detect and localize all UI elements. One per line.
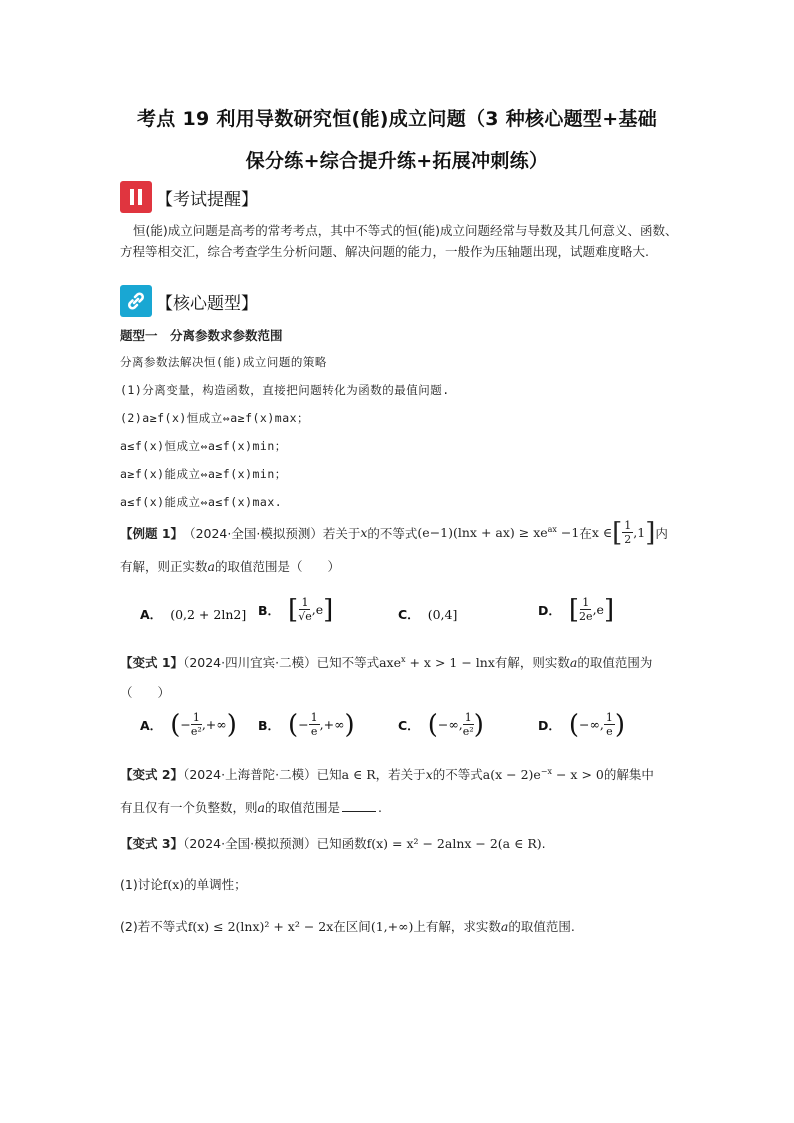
core-header [120, 284, 258, 318]
example1-option-c[interactable]: C． (0,4] [398, 606, 458, 622]
link-chain-icon [120, 285, 152, 317]
variant2-line2: 有且仅有一个负整数，则a的取值范围是 . [120, 800, 382, 815]
example1-option-d[interactable]: D． [ $\frac{1}{2e}$ ,e ] [538, 594, 615, 625]
reminder-text: 恒(能)成立问题是高考的常考考点，其中不等式的恒(能)成立问题经常与导数及其几何意义、函数、方程等相交汇，综合考查学生分析问题、解决问题的能力，一般作为压轴题出现，试题难度略大. [120, 223, 678, 259]
strategy-step-5: a≤f(x)能成立⇔a≤f(x)max. [120, 495, 283, 509]
variant1-option-b[interactable]: B． ( − $\frac{1}{e}$ ,+∞ ) [258, 709, 355, 740]
example1-text-d: 内 [655, 525, 668, 541]
answer-blank[interactable] [342, 811, 376, 812]
reminder-title: 【考试提醒】 [156, 189, 258, 210]
variant2-inequality: $a(x - 2)e^{-x} - x > 0$ [482, 766, 604, 782]
example1-line1 [120, 519, 668, 546]
reminder-header [120, 180, 258, 214]
strategy-step-2: (2)a≥f(x)恒成立⇔a≥f(x)max； [120, 411, 310, 425]
variant1-option-d[interactable]: D． ( −∞, $\frac{1}{e}$ ) [538, 709, 626, 740]
example1-label: 【例题 1】 [120, 525, 184, 541]
pause-bars-icon [120, 181, 152, 213]
variant1-line1: 【变式 1】（2024·四川宜宾·二模）已知不等式axe$^x$ + x > 1 − lnx有解，则实数a的取值范围为 [120, 654, 653, 670]
type1-heading: 题型一 分离参数求参数范围 [120, 328, 283, 343]
strategy-step-1: (1)分离变量，构造函数，直接把问题转化为函数的最值问题. [120, 383, 450, 397]
variant1-inequality: axe$^x$ + x > 1 − lnx [379, 654, 495, 670]
strategy-step-3: a≤f(x)恒成立⇔a≤f(x)min； [120, 439, 287, 453]
title-line-2: 保分练+综合提升练+拓展冲刺练） [245, 150, 549, 172]
example1-inequality: $(e-1)(\ln x + ax) \ge xe^{ax} -1$ [417, 524, 580, 541]
example1-text-b: 的不等式 [367, 525, 418, 541]
variant3-line1: 【变式 3】（2024·全国·模拟预测）已知函数f(x) = x² − 2alnx − 2(a ∈ R). [120, 836, 546, 851]
core-title: 【核心题型】 [156, 293, 258, 314]
example1-line2: 有解，则正实数a的取值范围是（ ） [120, 559, 340, 574]
variant1-option-a[interactable]: A． ( − $\frac{1}{\text{e²}}$ ,+∞ ) [140, 709, 237, 740]
example1-interval: x ∈ [ $\frac{1}{2}$ ,1 ] [591, 517, 656, 548]
variant1-option-c[interactable]: C． ( −∞, $\frac{1}{\text{e²}}$ ) [398, 709, 484, 740]
example1-text-c: 在 [579, 525, 592, 541]
strategy-step-4: a≥f(x)能成立⇔a≥f(x)min； [120, 467, 287, 481]
example1-option-a[interactable]: A． (0,2 + 2ln2] [140, 606, 247, 622]
title-line-1: 考点 19 利用导数研究恒(能)成立问题（3 种核心题型+基础 [136, 108, 658, 130]
variant3-q2: (2)若不等式f(x) ≤ 2(lnx)² + x² − 2x在区间(1,+∞)上有解，求实数a的取值范围. [120, 919, 575, 934]
example1-option-b[interactable]: B． [ $\frac{1}{√e}$ ,e ] [258, 594, 334, 625]
example1-source: （2024·全国·模拟预测） [183, 525, 323, 541]
variant1-paren: （ ） [120, 685, 171, 700]
variant2-line1: 【变式 2】（2024·上海普陀·二模）已知a ∈ R，若关于x的不等式$a(x - 2)e^{-x} - x > 0$的解集中 [120, 766, 654, 782]
example1-text-a: 若关于 [322, 525, 361, 541]
example1-var-x: x [360, 525, 368, 540]
variant3-q1: (1)讨论f(x)的单调性； [120, 877, 247, 892]
strategy-title: 分离参数法解决恒(能)成立问题的策略 [120, 355, 327, 369]
